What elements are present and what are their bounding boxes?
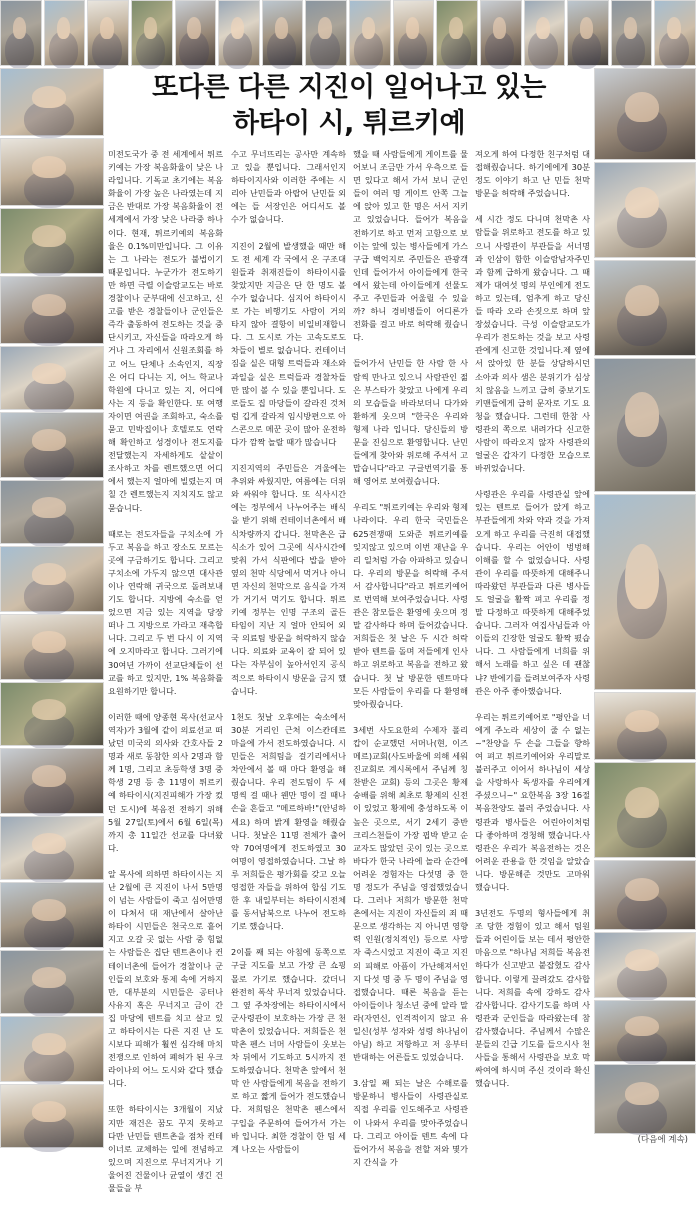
photo-team-member [436, 0, 478, 66]
photo-street [218, 0, 260, 66]
photo-team-member [87, 0, 129, 66]
article-column-4 [475, 148, 590, 1103]
photo-team-member [0, 682, 104, 746]
photo-team-member [0, 882, 104, 948]
photo-team-member [654, 0, 696, 66]
photo-team-member [0, 276, 104, 344]
article-paragraph: 3.삼일 째 되는 날은 수해로를 방문하니 병사들이 사령관실로 직접 우리를 인도해주고 사령관이 나와서 우리를 맞아주었습니다. 그리고 아이들 텐트 속에 다 들어가서 복음을 전할 저와 몇가지 간식을 가 [353, 1078, 468, 1167]
article-paragraph: 들어가서 난민들 한 사람 한 사람씩 만나고 있으니 사람관인 젊은 부스타가 찾았고 나에게 우리의 모습들을 바라보더니 다가와 환하게 웃으며 "한국은 우리와 형제 나라 입니다. 당신들의 방문을 진심으로 환영합니다. 난민들에게 찾아와 위로해 주셔서 고맙습니다"라고 구글번역기를 통해 영어로 보여줬습니다. [353, 358, 468, 487]
photo-team-member [393, 0, 435, 66]
photo-team-member [305, 0, 347, 66]
photo-building [524, 0, 566, 66]
top-photo-strip [0, 0, 696, 66]
article-paragraph: 3세번 사도요한의 수제자 폴리캅이 순교했던 서머나(현, 이즈메르)교회(사도바울에 의해 세워진교회로 계시록에서 주님께 칭찬받은 교회) 등의 그곳은 황제 숭배를 위해 최초로 황제의 신전이 있었고 황제에 충성하도록 이 높은 곳으로, 서기 2세기 중반 크리스천들이 가장 핍박 받고 순교자도 많았던 곳이 있는 곳으로 바다가 한국 나라에 놀라 순간에 어려운 경험자는 다섯명 중 한 명 정도가 주님을 영접했었습니다. 그러나 저희가 방문한 천막촌에서는 지진이 자신들의 죄 때문으로 생각하는 지 아니면 영향력 인원(정치적인) 등으로 사망자 죽스시었고 지진이 죽고 지진의 피해로 아픔이 가난해져서인지 다섯 명 중 두 명이 주님을 영접했습니다. 때론 복음을 듣는 아이들이나 청소년 중에 알라 말라(자연신, 인격적이지 않고 유일신(성부 성자와 성령 하나님이 아님) 하고 저항하고 저 응부터 반대하는 어른들도 있었습니다. [353, 724, 468, 1063]
article-paragraph: 알 목사에 의하면 하타이시는 지난 2월에 큰 지진이 나서 5만명이 넘는 사람들이 죽고 심어만명이 다쳐서 대 재난에서 살아난 하타이 시민들은 천국으로 흩어지고 오갈 곳 없는 사람 중 힘없는 사람들은 집단 텐트촌이나 컨테이너촌에 들어가 경찰이나 군인들의 보호와 통제 속에 거하지만, 대부분의 시민들은 공터나 사유지 혹은 무너지고 금이 간 집 마당에 텐트를 치고 살고 있고 하타이시는 다른 지진 난 도시보다 피해가 훨씬 심각해 마치 전쟁으로 인하여 폐허가 된 우크라이나의 어느 도시와 같다 했습니다. [108, 868, 223, 1089]
photo-team-member [44, 0, 86, 66]
photo-team-member [594, 358, 696, 492]
article-body [108, 148, 592, 1194]
photo-team-member [594, 932, 696, 998]
photo-street [480, 0, 522, 66]
photo-embrace [594, 494, 696, 690]
left-photo-column [0, 68, 104, 1148]
photo-team-member [0, 68, 104, 136]
headline-line-1: 또다른 다른 지진이 일어나고 있는 [152, 72, 546, 103]
photo-team-member [131, 0, 173, 66]
photo-team-member [594, 1064, 696, 1134]
photo-team-member [0, 546, 104, 612]
photo-building [175, 0, 217, 66]
article-paragraph: 수고 무너뜨리는 공사만 계속하고 있을 뿐입니다. 그래서인지 하타이지사와 이러한 주에는 시리아 난민들과 아랍어 난민들 외에는 들 서장인은 어디서도 볼 수가 없습니다. [231, 149, 346, 225]
photo-ruined-building [594, 68, 696, 160]
photo-team-member [349, 0, 391, 66]
continued-label: (다음에 계속) [637, 1135, 688, 1145]
headline [106, 70, 592, 154]
photo-team-member [0, 1016, 104, 1082]
right-photo-column [594, 68, 696, 1134]
article-column-2 [231, 148, 346, 1169]
article-paragraph: 미전도국가 중 전 세계에서 튀르키예는 가장 복음화율이 낮은 나라입니다. 기독교 초기에는 복음화율이 가장 높은 나라였는데 지금은 반대로 가장 복음화율이 전 세계에서 가장 낮은 나라중 하나이다. 현재, 튀르키예의 복음화율은 0.1%미만입니다. 그 이유는 그 나라는 전도가 불법이기 때문입니다. 누군가가 전도하기만 하면 극렬 이슬람교도는 바로 경찰이나 군부대에 신고하고, 신고를 받은 경찰들이나 군인들은 즉각 출동하여 전도하는 것을 중단시키고, 자신들을 따라오게 하거나 그 자리에서 신원조회를 하고 어느 단체나 소속인지, 직장은 어디 다니는 지, 어느 학교나 학원에 다니고 있는 지, 어디에 사는 지 등을 확인한다. 또 여행자이면 여권을 조회하고, 숙소를 묻고 민박집이나 호텔로도 연락해 확인하고 성경이나 전도지를 전달했는지 자세하게도 샅샅이 조사하고 차를 렌트했으면 어디에서 했는지 얼마에 빌렸는지 며칠 간 렌트했는지 지치지도 않고 묻습니다. [108, 149, 223, 513]
photo-team-member [0, 816, 104, 880]
article-paragraph: 우리도 "튀르키예는 우리와 형제나라이다. 우리 한국 국민들은 625전쟁때 도와준 튀르키예를 잊지않고 있으며 이번 재난을 우리 일처럼 가슴 아파하고 있습니다. 우리의 방문을 허락해 주셔서 감사합니다"라고 튀르키예어로 번역해 보여주었습니다. 사령관은 참모들은 환영에 웃으며 정말 감사하다 하며 들어갔습니다. 저희들은 첫 날은 두 시간 허락 받아 텐트를 돌며 저들에게 인사하고 위로하고 복음을 전하고 왔습니다. 첫 날 방문한 텐트마다 모든 사람들이 우리를 다 환영해 맞아줬습니다. [353, 502, 468, 709]
photo-team-member [594, 692, 696, 760]
photo-team-member [0, 748, 104, 814]
photo-team-member [594, 762, 696, 858]
photo-street [0, 614, 104, 680]
article-paragraph: 이러한 때에 양종현 목사(선교사역자)가 3월에 같이 의료선교 떠났던 미국의 의사와 간호사들 2명과 새로 동참한 의사 2명과 함께 1명, 그리고 초등학생 3명 중학생 2명 등 총 11명이 튀르키예 하타이시(지진피해가 가장 컸던 도시)에 복음전 전하기 위해 5월 27일(토)에서 6월 6일(목)까지 총 11일간 선교를 다녀왔다. [108, 711, 223, 853]
article-column-1 [108, 148, 223, 1208]
article-paragraph: 또한 하타이시는 3개월이 지났지만 재건은 꿈도 꾸지 못하고 다만 난민들 텐트촌을 점차 컨테이너로 교체하는 일에 전념하고 있으며 지진으로 무너지거나 기울어진 건물이나 균열이 생긴 건물들을 부 [108, 1104, 223, 1194]
photo-team-member [594, 860, 696, 930]
article-paragraph: 우리는 튀르키예어로 "평안을 너에게 주노라 세상이 줄 수 없는~"찬양을 두 손을 그들을 향하여 펴고 튀르키예어와 우리말로 불러주고 이어서 하나님이 세상을 사랑하사 독생자를 우리에게 주셨으니~" 요한복음 3장 16절 복음찬양도 불러 주었습니다. 사령관과 병사들은 어린아이처럼 다 좋아하며 경청해 했습니다.사령관은 우리가 복음전하는 것은 어려운 관용을 한 것임을 알았습니다. 방문해준 것만도 고마워 했습니다. [475, 711, 590, 892]
photo-team-member [0, 1084, 104, 1148]
article-paragraph: 지진지역의 주민들은 겨울에는 추위와 싸웠지만, 여름에는 더위와 싸워야 합니다. 또 식사시간에는 정부에서 나누어주는 배식을 받기 위해 컨테이너촌에서 배식차량까지 갑니다. 천막촌은 급식소가 있어 그곳에 식사시간에 맞춰 가서 식판에다 밥을 받아 옆의 천막 식당에서 먹거나 아니면 자신의 천막으로 음식을 가져가 거기서 먹기도 합니다. 튀르키예 정부는 인명 구조의 골든 타임이 지난 지 얼마 안되어 외국 의료팀 방문을 허락하지 않습니다. 의료와 교육이 잘 되어 있다는 자부심이 높아서인지 공식적으로 하타이시 방문을 금지 했습니다. [231, 463, 346, 696]
photo-ruined-building [594, 260, 696, 356]
article-paragraph: 지진이 2월에 발생했을 때만 해도 전 세계 각 국에서 온 구조대원들과 취재진들이 하타이시를 찾았지만 지금은 단 한 명도 볼 수가 없습니다. 심지어 하타이시로 가는 비행기도 사람이 거의 타지 않아 결항이 비일비재합니다. 그 도시로 가는 고속도로도 차들이 별로 없습니다. 컨테이너 짐을 실은 대형 트럭들과 재소와 과일을 실은 트럭들과 경찰차들만 많이 볼 수 있을 뿐입니다. 도로들도 집 마당들이 갈라진 것처럼 깁게 갈라져 임시방편으로 아스콘으로 메꾼 곳이 많아 운전하다가 깜짝 놀랄 때가 많습니다 [231, 240, 346, 447]
article-paragraph: 져오게 하여 다정한 친구처럼 대접해줬습니다. 하기에에게 30분 정도 이야기 하고 난 민들 천막 방문을 허락해 주었습니다. [475, 149, 590, 199]
article-paragraph: 했을 때 사람들에게 게이트를 물어보니 조금만 가서 우측으로 들면 있다고 해서 가서 보니 군인들이 여러 명 게이트 안쪽 그늘에 앉아 있고 한 명은 서서 지키고 있었습니다. 들어가 복음을 전하기로 하고 먼저 고함으로 보이는 앞에 있는 병사들에게 가스 구급 백억지로 주민들은 관광객인데 들어가서 아이들에게 한국에서 왔는데 아이들에게 선물도 주고 주민들과 어울릴 수 있을까? 하니 경비병들이 어디론가 전화를 걸고 바로 허락해 줬습니다. [353, 149, 468, 343]
article-paragraph: 때로는 전도자들을 구치소에 가두고 복음을 하고 장소도 모르는 곳에 구금하기도 합니다. 그리고 구치소에 가두지 않으면 대사관이나 연락해 귀국으로 돌려보내기도 합니다. 지방에 숙소를 얻었으면 지금 있는 지역을 당장 떠나 그 지방으로 가라고 재촉합니다. 그리고 두 번 다시 이 지역에 오지마라고 합니다. 그러기에 30여년 가까이 선교단체들이 선교를 하고 있지만, 1% 복음화를 요원하기만 합니다. [108, 528, 223, 696]
photo-tent-camp [594, 1000, 696, 1062]
article-paragraph: 2이틀 째 되는 아침에 동쪽으로 구글 지도를 보고 가장 큰 쇼핑몰로 가기로 했습니다. 갔더니 완전히 폭삭 무너져 있었습니다. 그 옆 주차장에는 하타이시에서 군사령관이 보호하는 가장 큰 천막촌이 있었습니다. 저희들은 천막촌 펜스 너머 사람들이 웃보는 차 뒤에서 기도하고 5시까지 전도하였습니다. 천막촌 앞에서 천막 안 사람들에게 복음을 전하기로 하고 짧게 들어가 전도했습니다. 저희팀은 천막촌 펜스에서 구입을 주문하여 들어가서 가는 바 입니다. 최한 경찰이 한 팀 세계 나오는 사람들이 [231, 947, 346, 1154]
photo-tent-camp [0, 208, 104, 274]
photo-team-member [0, 480, 104, 544]
headline-line-2: 하타이 시, 튀르키예 [232, 108, 466, 139]
photo-team-member [0, 138, 104, 206]
photo-team-member [0, 412, 104, 478]
article-paragraph: 3년전도 두명의 형사들에게 취조 당한 경험이 있고 해서 팀원들과 어린이들 보는 데서 평안한 마음으로 "하나님 저희들 복음전하다가 신고받고 붙잡혔도 감사합니다. 이렇게 끌려갔도 감사합니다. 저희를 속에 강하도 감사 감사합니다. 감사기도를 하며 사령관과 군인들을 따라왔는데 참 감사했습니다. 주님께서 수많은 분들의 긴급 기도를 들으시사 천사들을 통해서 사령관을 보호 막 싸여에 하시며 주신 것이라 확신 했습니다. [475, 908, 590, 1089]
article-paragraph: 세 시간 정도 다니며 천막촌 사람들을 위로하고 전도를 하고 있으니 사령관이 부관들을 서너명과 인삼이 함한 이슬람남자주민과 함께 급하게 왔습니다. 그 때 제가 대여섯 명의 부인에게 전도하고 있는데, 엄추게 하고 당신들 따라 오라 손짓으로 하며 앞장섰습니다. 극성 이슬람교도가 우리가 전도하는 것을 보고 사령관에게 신고한 것입니다.제 옆에서 앉아있 한 분들 상담하시던 소아과 의사 샘은 분위기가 심상치 않음을 느끼고 급히 중보기도 키맨들에게 급히 문자로 기도 요청을 했습니다. 그런데 한참 사령관의 쪽으로 내려가다 신고한 사람이 따라오지 않자 사령관의 얼굴은 갑자기 다정한 모습으로 바뀌었습니다. [475, 214, 590, 474]
photo-team-member [0, 0, 42, 66]
article-column-3 [353, 148, 468, 1182]
photo-team-member [611, 0, 653, 66]
article-paragraph: 사령관은 우리를 사령관실 앞에 있는 텐트로 들어가 앉게 하고 부관들에게 차와 약과 것을 가져오게 하고 우리를 극진히 대접했습니다. 우리는 어안이 벙벙해 이해를 할 수 없었습니다. 사령관이 우리를 따뜻하게 대해주니 따라왔던 부관들과 다른 병사들도 얼굴을 활짝 펴고 우리를 정말 다정하고 따뜻하게 대해주었습니다. 그러자 여집사님들과 아이들의 긴장한 얼굴도 활짝 폈습니다. 그 사람들에게 너희를 위해서 노래를 하고 싶은 데 괜찮냐? 반에기를 들려보여주자 사령관은 아주 좋아했습니다. [475, 489, 590, 696]
photo-team-member [0, 950, 104, 1014]
photo-team-member [0, 346, 104, 410]
photo-building [262, 0, 304, 66]
photo-team-member [567, 0, 609, 66]
article-paragraph: 1천도 첫날 오후에는 숙소에서 30분 거리인 근처 이스칸데르 마을에 가서 전도하였습니다. 시민들은 저희팀을 걸기리에서나 차안에서 볼 때 마다 환영을 해줬습니다. 우리 전도팀이 두 세명씩 걸 때나 웬만 명이 걸 때나 손을 흔들고 "메르하바!"(안녕하세요) 하며 밝게 환영을 해줬습니다. 첫날은 11명 전체가 출어 약 70여명에게 전도하였고 30여명이 영접하였습니다. 그날 하루 저희들은 평가회를 갖고 오늘 영접한 자들을 위하여 합심 기도한 후 내일부터는 하타이시전체를 동서남북으로 나누어 전도하기로 했습니다. [231, 711, 346, 932]
photo-ruined-building [594, 162, 696, 258]
